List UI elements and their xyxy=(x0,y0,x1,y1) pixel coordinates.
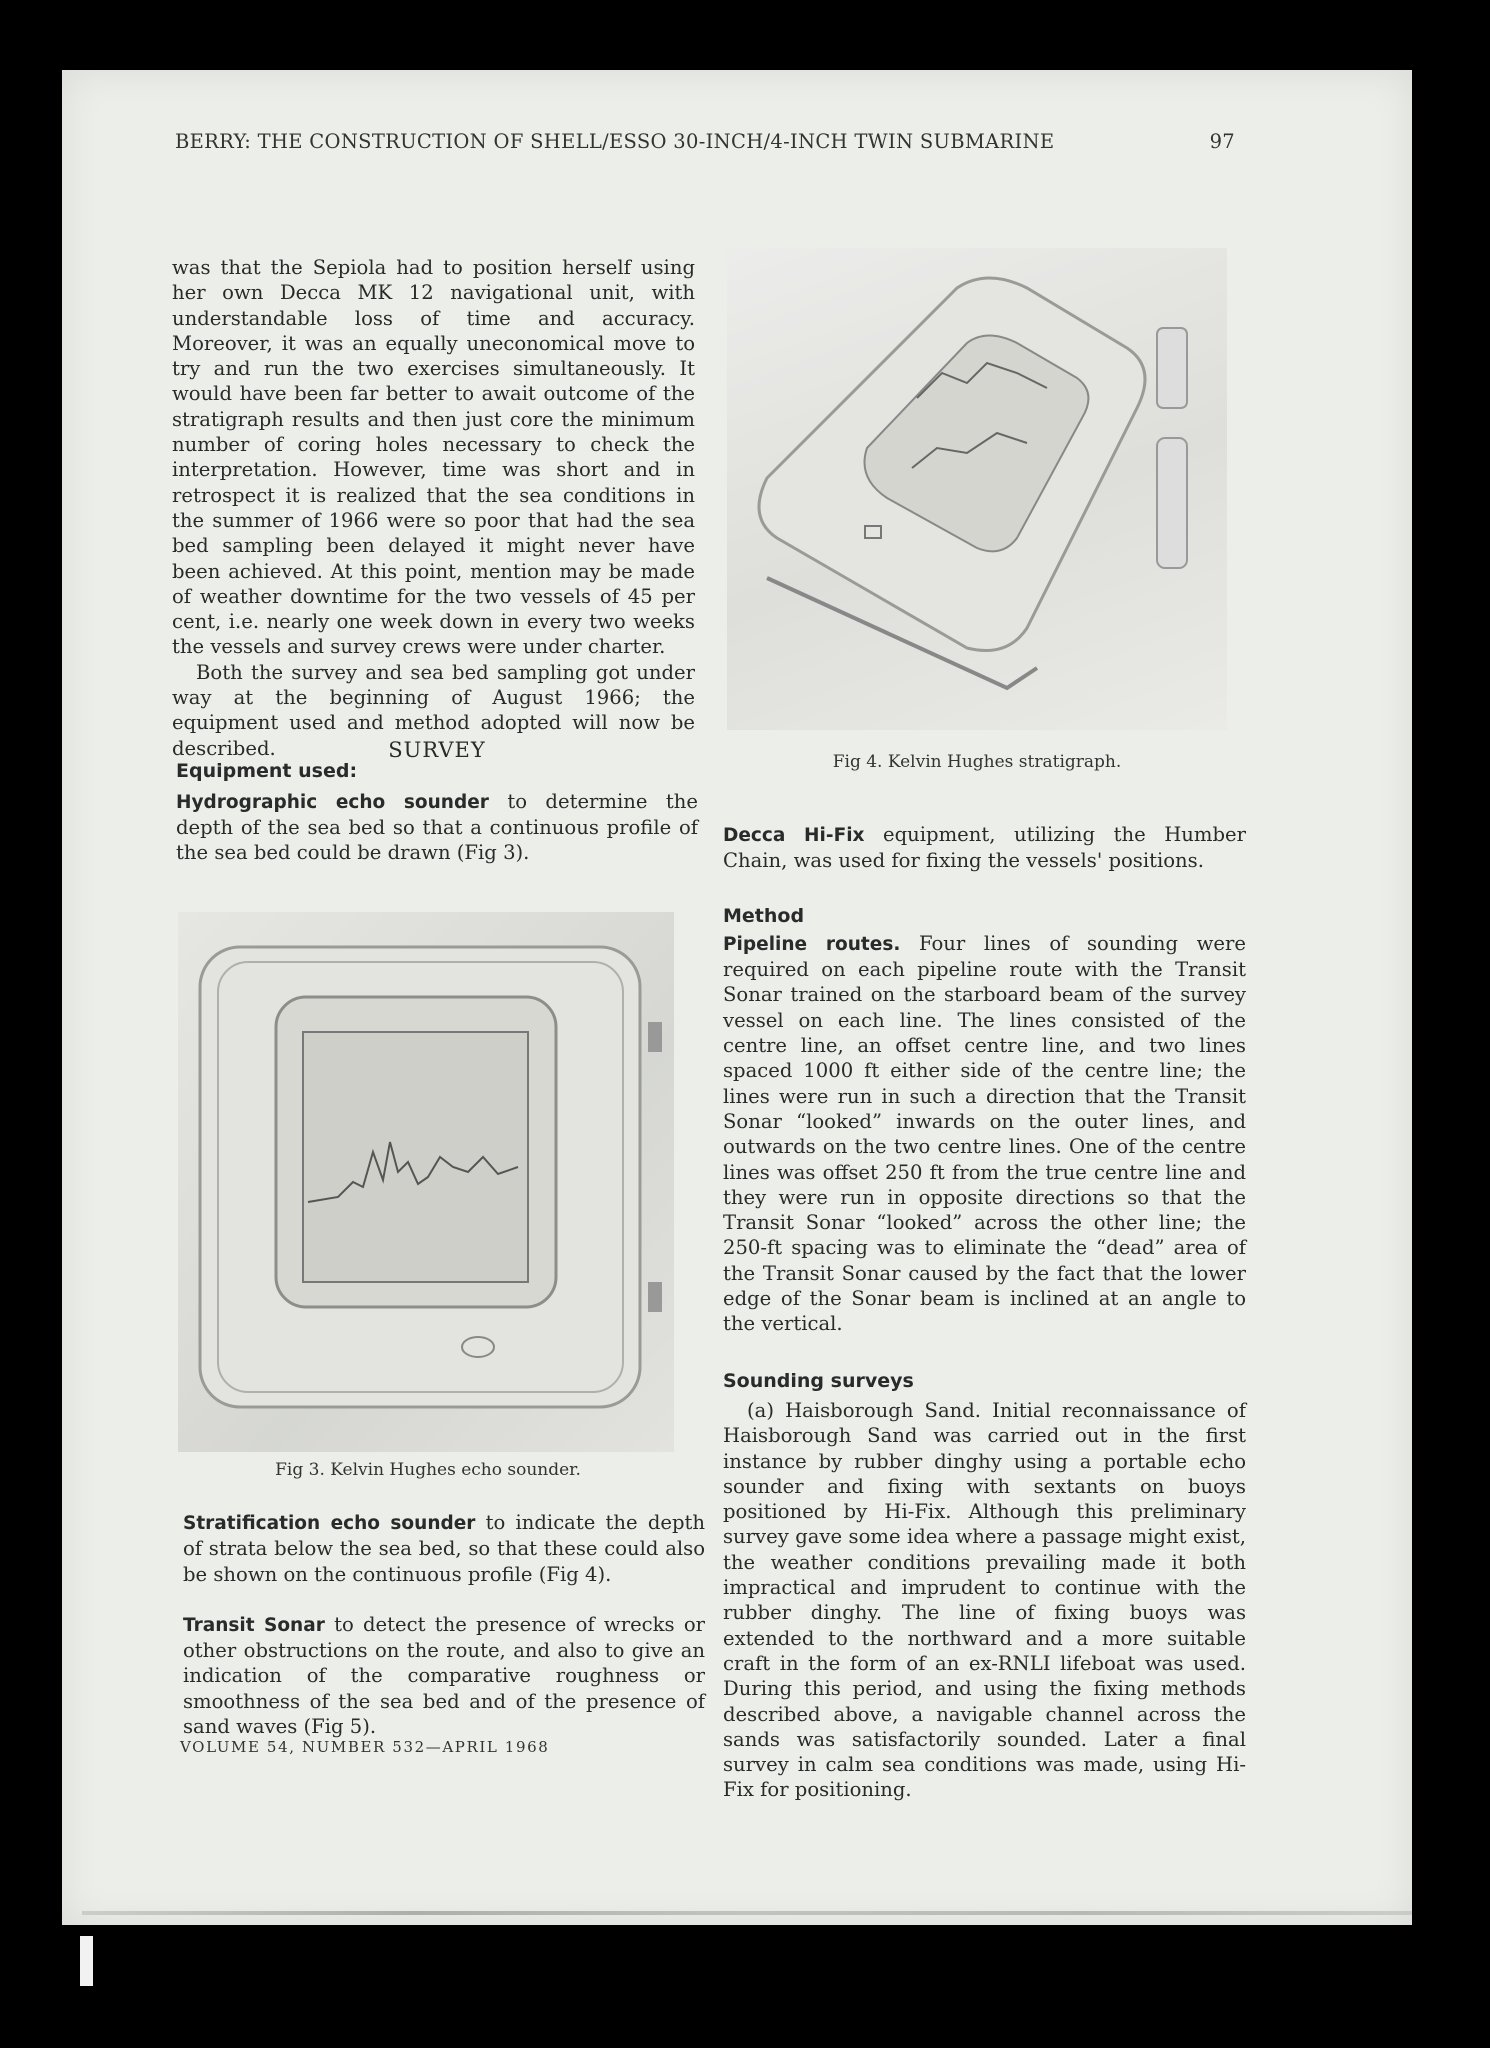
paragraph-decca-hi-fix xyxy=(723,822,1246,874)
paragraph-pipeline-routes xyxy=(723,931,1246,1337)
term-stratification-echo-sounder: Stratification echo sounder xyxy=(183,1513,476,1534)
method-heading: Method xyxy=(723,904,805,927)
survey-heading: SURVEY xyxy=(388,738,486,762)
paragraph-haisborough-sand: (a) Haisborough Sand. Initial reconnaissance of Haisborough Sand was carried out in the first instance by rubber dinghy using a portable echo sounder and fixing with sextants on buoys positioned by Hi-Fix. Although this preliminary survey gave some idea where a passage might exist, the weather conditions prevailing made it both impractical and imprudent to continue with the rubber dinghy. The line of fixing buoys was extended to the northward and a more suitable craft in the form of an ex-RNLI lifeboat was used. During this period, and using the fixing methods described above, a navigable channel across the sands was satisfactorily sounded. Later a final survey in calm sea conditions was made, using Hi-Fix for positioning. xyxy=(723,1398,1246,1802)
paragraph-weather-downtime: was that the Sepiola had to position herself using her own Decca MK 12 navigational unit, with understandable loss of time and accuracy. Moreover, it was an equally uneconomical move to try and run the two exercises simultaneously. It would have been far better to await outcome of the stratigraph results and then just core the minimum number of coring holes necessary to check the interpretation. However, time was short and in retrospect it is realized that the sea conditions in the summer of 1966 were so poor that had the sea bed sampling been delayed it might never have been achieved. At this point, mention may be made of weather downtime for the two vessels of 45 per cent, i.e. nearly one week down in every two weeks the vessels and survey crews were under charter. xyxy=(172,256,695,659)
pipeline-description: Four lines of sounding were required on each pipeline route with the Transit Sonar trained on the starboard beam of the survey vessel on each line. The lines consisted of the centre line, an offset centre line, and two lines spaced 1000 ft either side of the centre line; the lines were run in such a direction that the Transit Sonar “looked” inwards on the outer lines, and outwards on the two centre lines. One of the centre lines was offset 250 ft from the true centre line and they were run in opposite directions so that the Transit Sonar “looked” across the other line; the 250-ft spacing was to eliminate the “dead” area of the Transit Sonar caused by the fact that the lower edge of the Sonar beam is inclined at an angle to the vertical. xyxy=(723,931,1246,1336)
running-title: BERRY: THE CONSTRUCTION OF SHELL/ESSO 30-INCH/4-INCH TWIN SUBMARINE xyxy=(175,130,1055,153)
hydro-description: to determine the depth of the sea bed so that a continuous profile of the sea bed could be drawn (Fig 3). xyxy=(176,789,698,865)
echo-sounder-illustration xyxy=(178,912,674,1452)
page-edge-shadow xyxy=(82,1911,1412,1915)
term-transit-sonar: Transit Sonar xyxy=(183,1614,325,1636)
running-header xyxy=(175,130,1235,153)
term-decca-hi-fix: Decca Hi-Fix xyxy=(723,825,865,846)
sounding-surveys-heading: Sounding surveys xyxy=(723,1369,914,1392)
left-column-top xyxy=(172,255,695,761)
binding-mark xyxy=(80,1936,93,1986)
left-column-bottom xyxy=(183,1510,705,1739)
journal-volume-footer: VOLUME 54, NUMBER 532—APRIL 1968 xyxy=(180,1738,550,1756)
stratigraph-illustration xyxy=(727,248,1227,730)
paragraph-transit-sonar xyxy=(183,1612,705,1739)
term-hydrographic-echo-sounder: Hydrographic echo sounder xyxy=(176,791,489,813)
decca-description: equipment, utilizing the Humber Chain, was used for fixing the vessels' positions. xyxy=(723,823,1246,873)
fig4-caption: Fig 4. Kelvin Hughes stratigraph. xyxy=(832,752,1122,772)
paragraph-hydrographic-echo-sounder xyxy=(176,789,698,866)
term-pipeline-routes: Pipeline routes. xyxy=(723,933,901,955)
right-column xyxy=(723,822,1246,1803)
survey-section xyxy=(176,738,698,865)
strat-description: to indicate the depth of strata below the sea bed, so that these could also be shown on the continuous profile (Fig 4). xyxy=(183,1511,705,1586)
paragraph-stratification-echo-sounder xyxy=(183,1510,705,1587)
fig3-echo-sounder-photo xyxy=(178,912,674,1452)
page-number: 97 xyxy=(1209,130,1235,153)
fig3-caption: Fig 3. Kelvin Hughes echo sounder. xyxy=(275,1460,581,1480)
equipment-used-heading: Equipment used: xyxy=(176,760,358,783)
fig4-stratigraph-photo xyxy=(727,248,1227,730)
transit-description: to detect the presence of wrecks or other obstructions on the route, and also to give an indication of the comparative roughness or smoothness of the sea bed and of the presence of sand waves (Fig 5). xyxy=(183,1612,705,1739)
paragraph-survey-intro: Both the survey and sea bed sampling got under way at the beginning of August 1966; the equipment used and method adopted will now be described. xyxy=(172,660,695,760)
